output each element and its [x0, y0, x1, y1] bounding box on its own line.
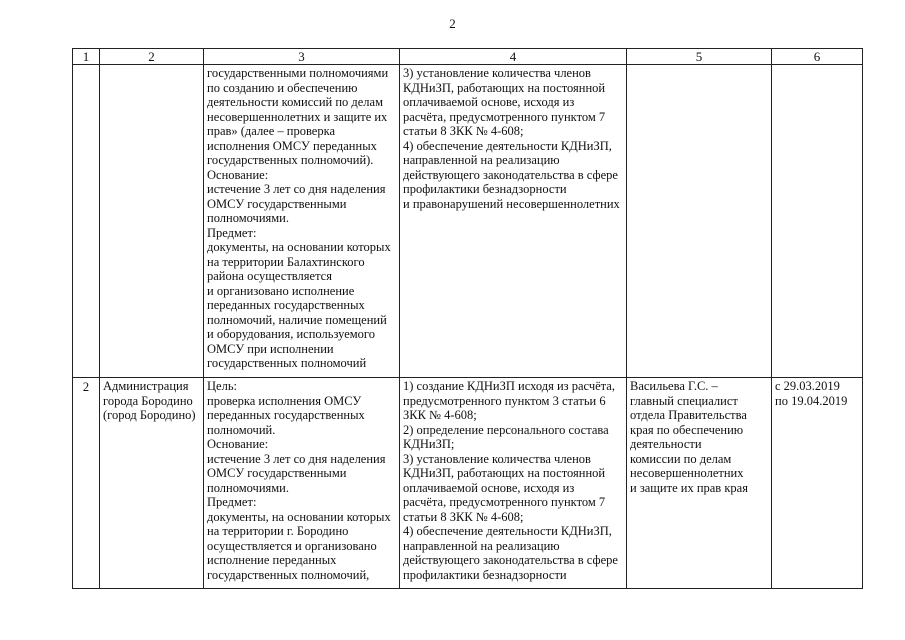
- cell-text-line: города Бородино: [103, 393, 193, 408]
- cell-text-line: Администрация: [103, 379, 189, 393]
- cell-text-line: края по обеспечению: [630, 422, 744, 437]
- row-number-cell: 2: [73, 378, 100, 589]
- cell-text-line: оплачиваемой основе, исходя из: [403, 95, 575, 109]
- subject-cell: [400, 65, 627, 378]
- cell-text-line: Цель:: [207, 379, 237, 393]
- cell-text-line: действующего законодательства в сфере: [403, 553, 618, 567]
- cell-text-line: полномочий, наличие помещений: [207, 312, 387, 327]
- period-cell: [772, 65, 863, 378]
- cell-text-line: исполнения ОМСУ переданных: [207, 138, 377, 153]
- cell-text-line: комиссии по делам: [630, 451, 732, 466]
- cell-text-line: отдела Правительства: [630, 408, 747, 422]
- cell-text-line: направленной на реализацию: [403, 153, 560, 167]
- cell-text-line: по созданию и обеспечению: [207, 80, 358, 95]
- cell-text-line: полномочиями.: [207, 211, 290, 225]
- cell-text-line: прав» (далее – проверка: [207, 124, 336, 138]
- page-number: 2: [449, 16, 456, 31]
- cell-text-line: (город Бородино): [103, 408, 196, 422]
- cell-text-line: Основание:: [207, 437, 269, 451]
- subject-cell: [400, 378, 627, 589]
- cell-text-line: КДНиЗП, работающих на постоянной: [403, 466, 606, 480]
- cell-text-line: 3) установление количества членов: [403, 66, 591, 80]
- cell-text-line: исполнение переданных: [207, 553, 337, 567]
- cell-text-line: государственных полномочий).: [207, 153, 374, 167]
- cell-text-line: действующего законодательства в сфере: [403, 167, 618, 182]
- cell-text-line: истечение 3 лет со дня наделения: [207, 451, 386, 466]
- cell-text-line: государственными полномочиями: [207, 66, 389, 80]
- cell-text-line: ОМСУ государственными: [207, 466, 347, 480]
- cell-text-line: и правонарушений несовершеннолетних: [403, 196, 620, 211]
- cell-text-line: статьи 8 ЗКК № 4-608;: [403, 124, 524, 138]
- cell-text-line: оплачиваемой основе, исходя из: [403, 480, 575, 495]
- period-cell: [772, 378, 863, 589]
- cell-text-line: ОМСУ государственными: [207, 196, 347, 211]
- cell-text-line: полномочий.: [207, 422, 276, 437]
- cell-text-line: Предмет:: [207, 495, 257, 509]
- cell-text-line: несовершеннолетних: [630, 466, 744, 480]
- cell-text-line: ЗКК № 4-608;: [403, 408, 477, 422]
- cell-text-line: Васильева Г.С. –: [630, 379, 718, 393]
- cell-text-line: полномочиями.: [207, 480, 290, 495]
- inspection-plan-table: [72, 48, 863, 589]
- cell-text-line: КДНиЗП;: [403, 437, 455, 451]
- cell-text-line: на территории г. Бородино: [207, 524, 349, 538]
- cell-text-line: переданных государственных: [207, 408, 365, 422]
- cell-text-line: несовершеннолетних и защите их: [207, 109, 388, 124]
- table-row: [73, 378, 863, 589]
- cell-text-line: осуществляется и организовано: [207, 538, 377, 553]
- header-cell: 2: [100, 49, 204, 65]
- cell-text-line: проверка исполнения ОМСУ: [207, 393, 362, 408]
- purpose-cell: [204, 65, 400, 378]
- cell-text-line: и организовано исполнение: [207, 283, 355, 298]
- cell-text-line: 3) установление количества членов: [403, 451, 591, 466]
- cell-text-line: и оборудования, используемого: [207, 327, 375, 341]
- responsible-cell: [627, 65, 772, 378]
- header-cell: 3: [204, 49, 400, 65]
- cell-text-line: государственных полномочий,: [207, 567, 370, 582]
- cell-text-line: главный специалист: [630, 393, 738, 408]
- cell-text-line: по 19.04.2019: [775, 393, 848, 408]
- cell-text-line: статьи 8 ЗКК № 4-608;: [403, 509, 524, 524]
- purpose-cell: [204, 378, 400, 589]
- table-header-row: [73, 49, 863, 65]
- cell-text-line: документы, на основании которых: [207, 240, 391, 254]
- organization-cell: [100, 65, 204, 378]
- header-cell: 6: [772, 49, 863, 65]
- row-number-cell: [73, 65, 100, 378]
- cell-text-line: и защите их прав края: [630, 480, 748, 495]
- cell-text-line: на территории Балахтинского: [207, 254, 365, 269]
- cell-text-line: района осуществляется: [207, 269, 332, 283]
- cell-text-line: Предмет:: [207, 225, 257, 240]
- cell-text-line: профилактики безнадзорности: [403, 182, 567, 196]
- cell-text-line: 1) создание КДНиЗП исходя из расчёта,: [403, 379, 615, 393]
- cell-text-line: деятельности комиссий по делам: [207, 95, 384, 109]
- header-cell: 4: [400, 49, 627, 65]
- header-cell: 1: [73, 49, 100, 65]
- cell-text-line: КДНиЗП, работающих на постоянной: [403, 80, 606, 95]
- header-cell: 5: [627, 49, 772, 65]
- cell-text-line: ОМСУ при исполнении: [207, 341, 334, 356]
- cell-text-line: деятельности: [630, 437, 702, 451]
- cell-text-line: с 29.03.2019: [775, 379, 840, 393]
- cell-text-line: 4) обеспечение деятельности КДНиЗП,: [403, 524, 612, 538]
- cell-text-line: истечение 3 лет со дня наделения: [207, 182, 386, 196]
- cell-text-line: 2) определение персонального состава: [403, 422, 609, 437]
- cell-text-line: расчёта, предусмотренного пунктом 7: [403, 109, 606, 124]
- cell-text-line: государственных полномочий: [207, 356, 367, 370]
- cell-text-line: направленной на реализацию: [403, 538, 560, 553]
- cell-text-line: расчёта, предусмотренного пунктом 7: [403, 495, 606, 509]
- cell-text-line: переданных государственных: [207, 298, 365, 312]
- cell-text-line: 4) обеспечение деятельности КДНиЗП,: [403, 138, 612, 153]
- table-row: [73, 65, 863, 378]
- cell-text-line: профилактики безнадзорности: [403, 567, 567, 582]
- organization-cell: [100, 378, 204, 589]
- cell-text-line: Основание:: [207, 167, 269, 182]
- cell-text-line: документы, на основании которых: [207, 509, 391, 524]
- responsible-cell: [627, 378, 772, 589]
- cell-text-line: предусмотренного пунктом 3 статьи 6: [403, 393, 606, 408]
